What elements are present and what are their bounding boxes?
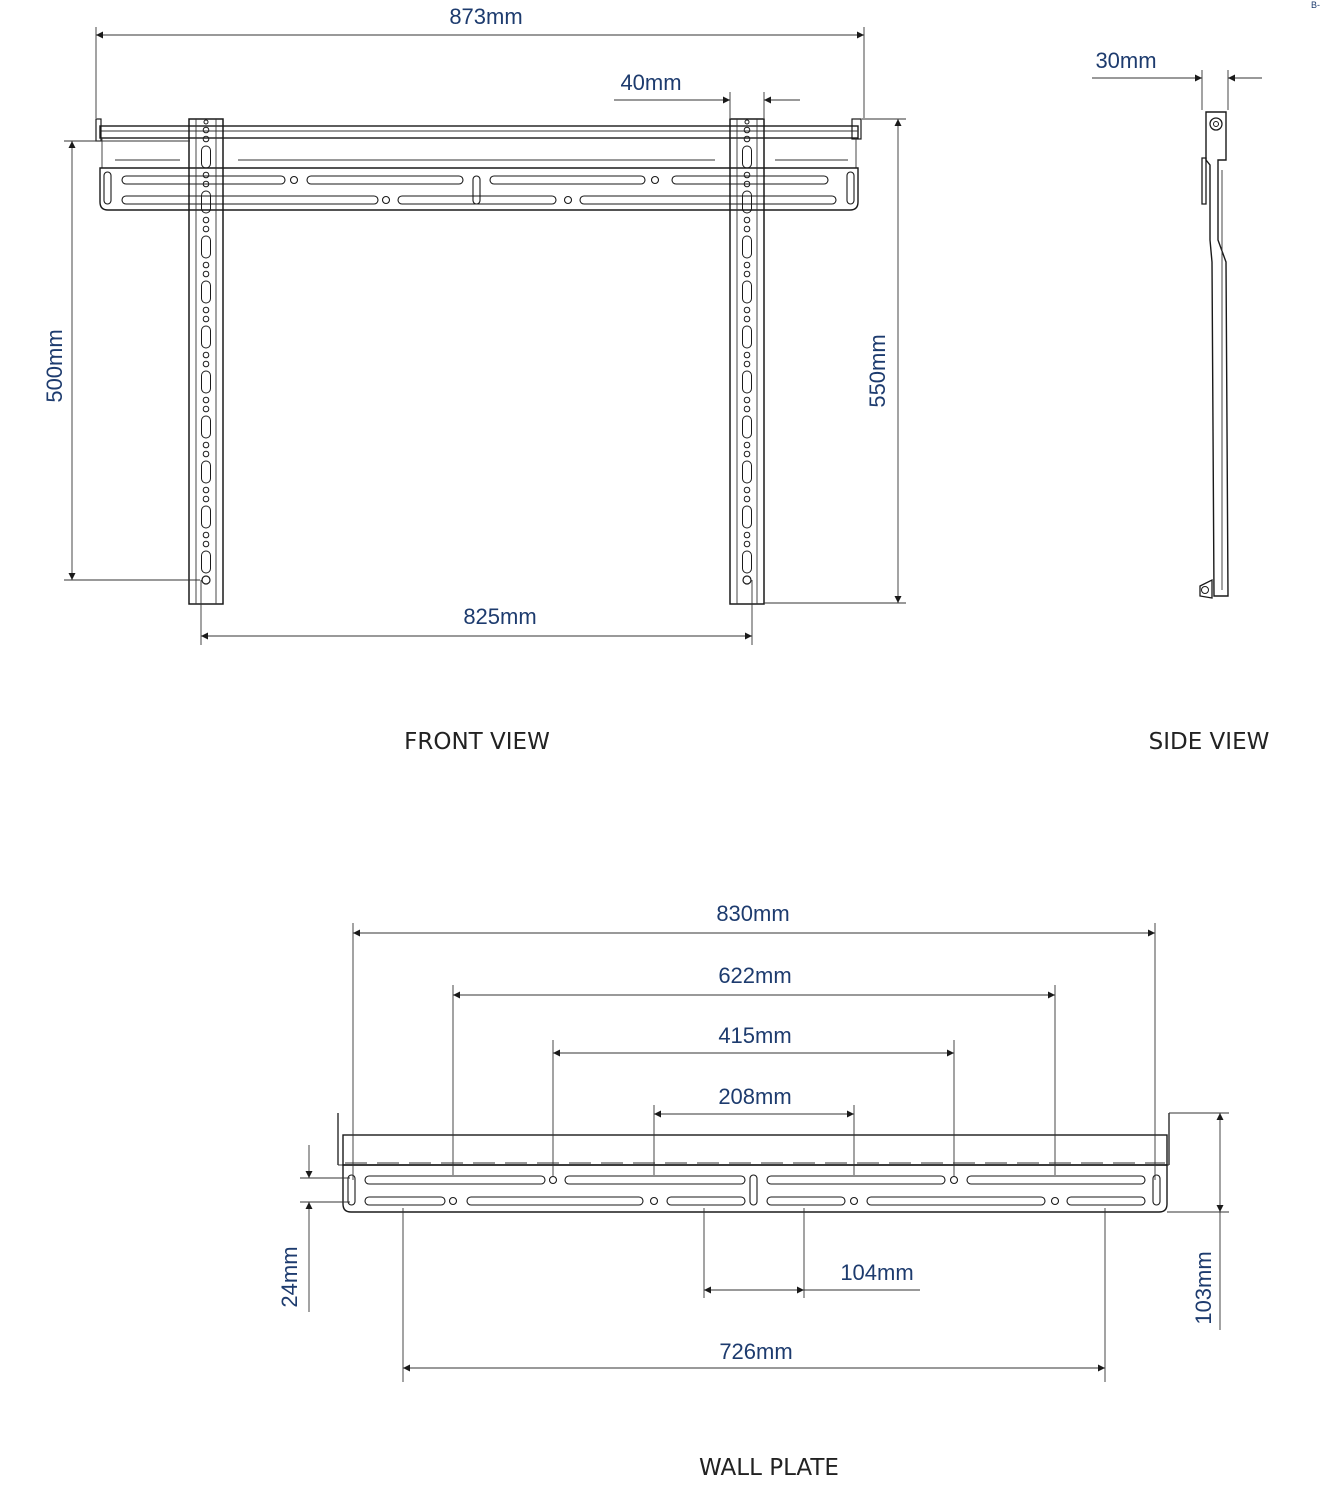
arm-hole [744, 496, 750, 502]
wall-plate-hole [851, 1198, 858, 1205]
wall-plate-slot [365, 1197, 445, 1205]
dim-30mm: 30mm [1095, 48, 1157, 73]
dim-24mm: 24mm [277, 1246, 302, 1308]
plate-slot [580, 196, 836, 204]
arm-slot [202, 281, 211, 303]
arm-slot [743, 461, 752, 483]
plate-slot [122, 196, 378, 204]
wall-plate-slot [967, 1176, 1145, 1184]
wall-plate-hole [450, 1198, 457, 1205]
arm-hole [745, 120, 749, 124]
caption-front-view: FRONT VIEW [404, 729, 550, 755]
arm-hole [744, 226, 750, 232]
arm-slot [743, 281, 752, 303]
arm-hole [744, 352, 750, 358]
wall-plate-slot [767, 1176, 945, 1184]
dim-830mm: 830mm [716, 901, 790, 926]
arm-hole [203, 136, 209, 142]
plate-slot [490, 176, 645, 184]
dim-873mm: 873mm [449, 4, 523, 29]
arm-hole [744, 541, 750, 547]
arm-hole [203, 271, 209, 277]
wall-plate-slot [767, 1197, 845, 1205]
wall-plate-end-slot [348, 1175, 355, 1205]
arm-slot [202, 506, 211, 528]
front-view [42, 4, 906, 755]
arm-hole [203, 532, 209, 538]
arm-slot [202, 146, 211, 168]
arm-hole [203, 487, 209, 493]
wall-plate-hole [1052, 1198, 1059, 1205]
wall-plate-body [338, 1113, 1169, 1212]
arm-slot [743, 326, 752, 348]
arm-hole [744, 361, 750, 367]
plate-slot [307, 176, 463, 184]
arm-slot [743, 506, 752, 528]
arm-hole [203, 262, 209, 268]
wall-plate-hole [651, 1198, 658, 1205]
wall-plate-slot [867, 1197, 1045, 1205]
arm-hole [203, 352, 209, 358]
arm-hole [204, 120, 208, 124]
arm-hole [744, 271, 750, 277]
arm-bolt [202, 576, 210, 584]
arm-slot [743, 551, 752, 573]
plate-end-slot [847, 172, 854, 204]
arm-hole [203, 127, 209, 133]
arm-slot [202, 461, 211, 483]
arm-hole [744, 406, 750, 412]
arm-hole [203, 226, 209, 232]
dim-726mm: 726mm [719, 1339, 793, 1364]
caption-side-view: SIDE VIEW [1148, 729, 1270, 755]
arm-hole [203, 496, 209, 502]
wall-plate-slot [565, 1176, 745, 1184]
arm-slot [743, 236, 752, 258]
corner-mark: B- [1311, 0, 1320, 10]
plate-hole [383, 197, 390, 204]
arm-hole [203, 397, 209, 403]
arm-hole [744, 172, 750, 178]
plate-end-slot [104, 172, 111, 204]
arm-hole [744, 316, 750, 322]
arm-slot [202, 551, 211, 573]
arm-hole [203, 172, 209, 178]
arm-hole [203, 316, 209, 322]
arm-bolt [743, 576, 751, 584]
plate-hole [652, 177, 659, 184]
wall-plate-slot [1067, 1197, 1145, 1205]
wall-plate-center-slot [750, 1175, 757, 1205]
wall-plate-end-slot [1153, 1175, 1160, 1205]
dim-500mm: 500mm [42, 329, 67, 403]
dim-103mm: 103mm [1191, 1251, 1216, 1325]
arm-hole [744, 217, 750, 223]
plate-center-slot [473, 176, 480, 204]
arm-hole [744, 127, 750, 133]
dim-208mm: 208mm [718, 1084, 792, 1109]
plate-hole [565, 197, 572, 204]
side-profile [1200, 112, 1228, 598]
side-view [1092, 48, 1269, 755]
dim-550mm: 550mm [865, 334, 890, 408]
dim-415mm: 415mm [718, 1023, 792, 1048]
left-arm [189, 119, 223, 604]
wall-plate-hole [951, 1177, 958, 1184]
arm-hole [744, 442, 750, 448]
dim-40mm: 40mm [620, 70, 682, 95]
arm-slot [202, 371, 211, 393]
wall-plate-slot [365, 1176, 545, 1184]
right-arm [730, 119, 764, 604]
arm-slot [202, 326, 211, 348]
dim-622mm: 622mm [718, 963, 792, 988]
arm-hole [744, 136, 750, 142]
arm-slot [743, 146, 752, 168]
arm-hole [744, 532, 750, 538]
arm-hole [744, 487, 750, 493]
arm-hole [203, 406, 209, 412]
arm-hole [203, 541, 209, 547]
arm-hole [744, 307, 750, 313]
arm-hole [203, 217, 209, 223]
plate-slot [398, 196, 556, 204]
wall-plate-hole [550, 1177, 557, 1184]
arm-hole [744, 397, 750, 403]
wall-plate-slot [667, 1197, 745, 1205]
arm-hole [203, 442, 209, 448]
caption-wall-plate: WALL PLATE [699, 1455, 839, 1481]
arm-hole [744, 262, 750, 268]
arm-slot [202, 416, 211, 438]
plate-hole [291, 177, 298, 184]
dim-825mm: 825mm [463, 604, 537, 629]
wall-plate-slot [467, 1197, 643, 1205]
dim-104mm: 104mm [840, 1260, 914, 1285]
arm-hole [203, 307, 209, 313]
arm-hole [203, 451, 209, 457]
wall-plate [277, 901, 1229, 1481]
arm-slot [743, 416, 752, 438]
arm-hole [744, 451, 750, 457]
arm-slot [202, 236, 211, 258]
arm-slot [743, 371, 752, 393]
arm-hole [203, 361, 209, 367]
